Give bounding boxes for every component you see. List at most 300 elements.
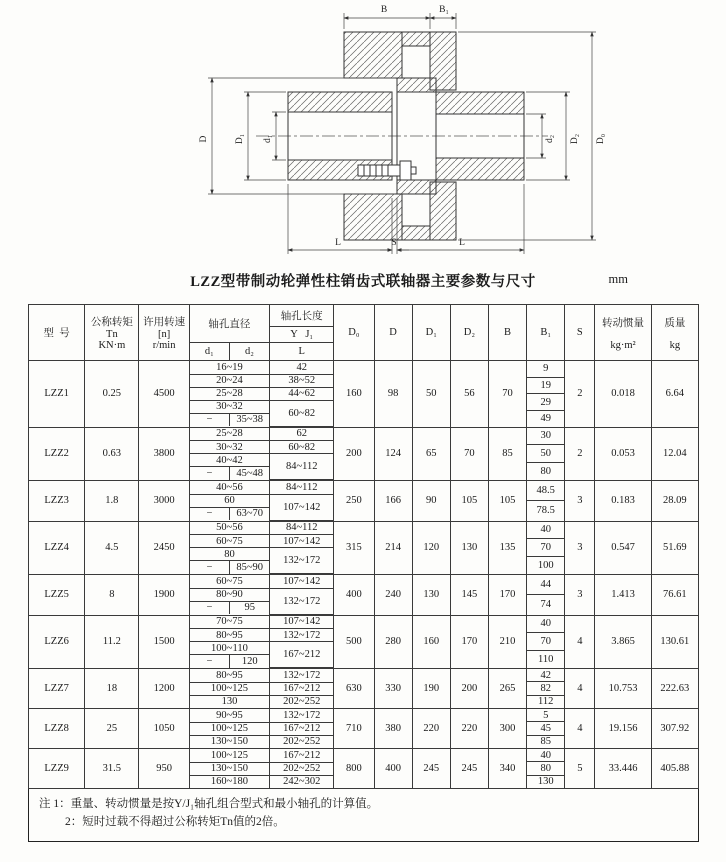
bore-d-cell: 50~56 — [190, 522, 270, 535]
bore-d-cell: 20~24 — [190, 374, 270, 387]
torque-cell: 1.8 — [85, 481, 139, 522]
bore-row — [190, 494, 334, 507]
dim-S-cell: 2 — [565, 361, 595, 428]
unit-label: mm — [608, 272, 628, 286]
header-mass-unit: kg — [669, 339, 681, 351]
header-D: D — [374, 305, 412, 361]
bore-d-cell: 60~75 — [190, 575, 270, 588]
b1-stack — [527, 616, 564, 669]
bore-d-cell: 100~125 — [190, 682, 270, 695]
bore-length-cell: 167~212 — [270, 722, 334, 735]
dim-D0-cell: 500 — [334, 615, 374, 669]
bore-length-cell: 132~172 — [270, 629, 334, 642]
dim-D2-cell: 56 — [450, 361, 488, 428]
model-cell: LZZ5 — [29, 575, 85, 616]
inertia-cell: 0.183 — [595, 481, 651, 522]
dim-D2-cell: 130 — [450, 521, 488, 575]
mass-cell: 76.61 — [651, 575, 698, 616]
dim-S-cell: 2 — [565, 427, 595, 481]
dim-B-cell: 340 — [488, 749, 526, 789]
header-d2: d₂ — [229, 343, 269, 361]
dim-B1-cell — [527, 669, 565, 709]
bore-cell — [189, 749, 334, 789]
header-D1: D₁ — [412, 305, 450, 361]
dim-D1-cell: 50 — [412, 361, 450, 428]
dim-D-cell: 124 — [374, 427, 412, 481]
bore-d-cell: 25~28 — [190, 428, 270, 441]
model-cell: LZZ2 — [29, 427, 85, 481]
table-row-LZZ6 — [29, 615, 699, 669]
header-bore-len: 轴孔长度 — [270, 305, 334, 327]
bore-d-cell: 130~150 — [190, 762, 270, 775]
title-row — [0, 270, 726, 298]
bore-length-cell: 42 — [270, 361, 334, 374]
inertia-cell: 33.446 — [595, 749, 651, 789]
dim-label-B1: B₁ — [439, 5, 449, 15]
bore-d2-cell: 120 — [230, 655, 270, 668]
bore-row — [190, 616, 334, 629]
bore-length-cell: 242~302 — [283, 776, 321, 788]
table-row-LZZ5 — [29, 575, 699, 616]
bore-cell — [189, 709, 334, 749]
bore-cell — [189, 521, 334, 575]
inertia-cell: 0.018 — [595, 361, 651, 428]
bore-d-cell: 40~56 — [190, 481, 270, 494]
dim-D1-cell: 160 — [412, 615, 450, 669]
b1-value: 100 — [527, 556, 564, 574]
bore-row — [190, 387, 334, 400]
notes-block — [28, 789, 699, 842]
b1-stack — [527, 522, 564, 575]
dim-D1-cell: 245 — [412, 749, 450, 789]
dim-D0-cell: 315 — [334, 521, 374, 575]
header-bore-dia: 轴孔直径 — [189, 305, 269, 343]
mass-cell: 51.69 — [651, 521, 698, 575]
header-YJ1: Y J₁ — [270, 327, 334, 343]
bore-d-cell: 30~32 — [190, 400, 270, 413]
speed-cell: 1500 — [139, 615, 189, 669]
dim-B-cell: 265 — [488, 669, 526, 709]
bore-d1-cell: − — [190, 467, 230, 480]
bore-row — [190, 575, 334, 588]
header-inertia — [595, 305, 651, 361]
dim-D1-cell: 220 — [412, 709, 450, 749]
dim-B1-cell — [527, 481, 565, 522]
b1-stack — [527, 709, 564, 748]
bore-length-cell: 44~62 — [270, 387, 334, 400]
dim-D2-cell: 105 — [450, 481, 488, 522]
dim-D-cell: 166 — [374, 481, 412, 522]
bore-cell — [189, 361, 334, 428]
header-B: B — [488, 305, 526, 361]
bore-length-cell: 132~172 — [270, 669, 334, 682]
flange-top — [397, 78, 436, 92]
bore-row — [190, 642, 334, 655]
speed-cell: 1900 — [139, 575, 189, 616]
header-speed-unit: r/min — [152, 340, 176, 351]
header-D0: D₀ — [334, 305, 374, 361]
bore-d-cell: 100~125 — [190, 749, 270, 762]
b1-value: 40 — [540, 524, 551, 536]
dim-B1-cell — [527, 575, 565, 616]
header-model: 型 号 — [29, 305, 85, 361]
dim-D0-cell: 630 — [334, 669, 374, 709]
b1-value: 80 — [527, 761, 564, 774]
dim-label-B: B — [380, 5, 388, 15]
bore-d1-cell: − — [190, 655, 230, 668]
bore-row — [190, 762, 334, 775]
bore-subtable — [190, 616, 334, 669]
inertia-cell: 1.413 — [595, 575, 651, 616]
b1-stack — [527, 669, 564, 708]
header-B1: B₁ — [527, 305, 565, 361]
bore-length-cell: 60~82 — [270, 441, 334, 454]
torque-cell: 11.2 — [85, 615, 139, 669]
dim-B-cell: 135 — [488, 521, 526, 575]
b1-value: 45 — [527, 721, 564, 734]
table-row-LZZ8 — [29, 709, 699, 749]
bore-length-cell: 107~142 — [270, 616, 334, 629]
bore-subtable — [190, 749, 334, 788]
brake-drum-bottom — [344, 194, 402, 240]
dim-D2-cell: 200 — [450, 669, 488, 709]
speed-cell: 4500 — [139, 361, 189, 428]
dim-B1-cell — [527, 749, 565, 789]
note-2: 2：短时过载不得超过公称转矩Tn值的2倍。 — [65, 815, 285, 828]
bore-row — [190, 588, 334, 601]
dim-label-D2: D₂ — [570, 133, 580, 145]
bore-cell — [189, 615, 334, 669]
speed-cell: 3800 — [139, 427, 189, 481]
bore-length-cell: 167~212 — [270, 682, 334, 695]
dim-D0-cell: 710 — [334, 709, 374, 749]
bore-cell — [189, 427, 334, 481]
header-torque — [85, 305, 139, 361]
dim-B1-cell — [527, 361, 565, 428]
bore-d-cell: 130~150 — [190, 735, 270, 748]
bore-d-cell: 100~125 — [190, 722, 270, 735]
bore-length-cell: 60~82 — [270, 400, 334, 426]
table-body — [29, 361, 699, 789]
dim-S-cell: 3 — [565, 575, 595, 616]
model-cell: LZZ9 — [29, 749, 85, 789]
bore-row — [190, 629, 334, 642]
bore-d-cell: 90~95 — [190, 709, 270, 722]
drum-band-top — [402, 32, 430, 46]
coupling-cross-section — [0, 0, 726, 268]
bore-length-cell: 202~252 — [283, 696, 321, 708]
bore-d-cell: 80~95 — [190, 629, 270, 642]
model-cell: LZZ4 — [29, 521, 85, 575]
bore-row — [190, 374, 334, 387]
flange-bottom — [397, 180, 436, 194]
header-L: L — [270, 343, 334, 361]
b1-value: 40 — [540, 618, 551, 630]
bore-row — [190, 535, 334, 548]
bore-length-cell: 107~142 — [270, 494, 334, 520]
header-mass — [651, 305, 698, 361]
mass-cell: 6.64 — [651, 361, 698, 428]
dim-D0-cell: 800 — [334, 749, 374, 789]
dim-label-d2: d₂ — [545, 134, 555, 144]
model-cell: LZZ6 — [29, 615, 85, 669]
table-header — [29, 305, 699, 361]
mass-cell: 28.09 — [651, 481, 698, 522]
bore-row — [190, 775, 334, 788]
bore-row — [190, 481, 334, 494]
bore-length-cell: 84~112 — [270, 522, 334, 535]
speed-cell: 1200 — [139, 669, 189, 709]
header-inertia-cn: 转动惯量 — [602, 317, 645, 329]
mass-cell: 405.88 — [651, 749, 698, 789]
dim-B-cell: 300 — [488, 709, 526, 749]
dim-S-cell: 5 — [565, 749, 595, 789]
mass-cell: 222.63 — [651, 669, 698, 709]
bore-d2-cell: 63~70 — [230, 507, 270, 520]
header-speed-sym: [n] — [157, 329, 171, 340]
table-row-LZZ1 — [29, 361, 699, 428]
dim-label-S: S — [391, 238, 397, 248]
bore-d-cell: 30~32 — [190, 441, 270, 454]
bore-row — [190, 722, 334, 735]
b1-value: 48.5 — [536, 485, 555, 497]
bore-d-cell: 80~90 — [190, 588, 270, 601]
table-row-LZZ7 — [29, 669, 699, 709]
bore-length-cell: 167~212 — [270, 642, 334, 668]
b1-value: 50 — [527, 444, 564, 462]
bore-row — [190, 682, 334, 695]
bore-length-cell: 107~142 — [270, 535, 334, 548]
model-cell: LZZ1 — [29, 361, 85, 428]
dim-label-D1: D₁ — [235, 133, 245, 145]
b1-value: 42 — [540, 669, 551, 681]
b1-value: 70 — [527, 632, 564, 650]
dim-B1-cell — [527, 521, 565, 575]
bore-row — [190, 441, 334, 454]
bore-subtable — [190, 361, 334, 427]
header-inertia-unit: kg·m² — [610, 339, 636, 351]
dim-D-cell: 330 — [374, 669, 412, 709]
b1-value: 40 — [540, 749, 551, 761]
bore-d-cell: 80~95 — [190, 669, 270, 682]
model-cell: LZZ8 — [29, 709, 85, 749]
bore-row — [190, 669, 334, 682]
bore-length-cell: 132~172 — [270, 588, 334, 614]
b1-value: 78.5 — [527, 500, 564, 520]
b1-stack — [527, 361, 564, 427]
dim-D1-cell: 90 — [412, 481, 450, 522]
bore-length-cell: 132~172 — [270, 709, 334, 722]
bore-subtable — [190, 669, 334, 708]
dim-S-cell: 4 — [565, 615, 595, 669]
brake-drum-top — [344, 32, 402, 78]
drum-band-bottom — [402, 226, 430, 240]
b1-value: 70 — [527, 538, 564, 556]
inertia-cell: 19.156 — [595, 709, 651, 749]
inertia-cell: 3.865 — [595, 615, 651, 669]
torque-cell: 25 — [85, 709, 139, 749]
inertia-cell: 0.547 — [595, 521, 651, 575]
b1-value: 85 — [527, 735, 564, 748]
torque-cell: 31.5 — [85, 749, 139, 789]
dim-label-d1: d₁ — [263, 134, 273, 144]
mass-cell: 130.61 — [651, 615, 698, 669]
page-title: LZZ型带制动轮弹性柱销齿式联轴器主要参数与尺寸 — [190, 274, 536, 290]
bore-d-cell: 80 — [190, 548, 270, 561]
dim-D2-cell: 245 — [450, 749, 488, 789]
bore-subtable — [190, 428, 334, 481]
bore-d1-cell: − — [190, 561, 230, 574]
dim-D0-cell: 160 — [334, 361, 374, 428]
header-D2: D₂ — [450, 305, 488, 361]
bore-cell — [189, 481, 334, 522]
dim-D-cell: 380 — [374, 709, 412, 749]
table-row-LZZ4 — [29, 521, 699, 575]
header-d1: d₁ — [189, 343, 229, 361]
bore-length-cell: 202~252 — [283, 736, 321, 748]
b1-value: 82 — [527, 681, 564, 694]
header-S: S — [565, 305, 595, 361]
left-hub-top — [288, 92, 392, 112]
dim-S-cell: 4 — [565, 669, 595, 709]
dim-B1-cell — [527, 615, 565, 669]
torque-cell: 4.5 — [85, 521, 139, 575]
dim-D1-cell: 65 — [412, 427, 450, 481]
b1-stack — [527, 575, 564, 615]
speed-cell: 3000 — [139, 481, 189, 522]
dim-D1-cell: 120 — [412, 521, 450, 575]
table-row-LZZ9 — [29, 749, 699, 789]
b1-value: 130 — [527, 775, 564, 788]
bore-d-cell: 16~19 — [190, 361, 270, 374]
bore-length-cell: 202~252 — [270, 762, 334, 775]
bore-row — [190, 454, 334, 467]
bore-row — [190, 361, 334, 374]
bore-d-cell: 70~75 — [190, 616, 270, 629]
bore-row — [190, 522, 334, 535]
bore-subtable — [190, 709, 334, 748]
b1-value: 112 — [527, 695, 564, 708]
inertia-cell: 0.053 — [595, 427, 651, 481]
bore-length-cell: 167~212 — [270, 749, 334, 762]
bore-row — [190, 548, 334, 561]
right-hub-bottom — [436, 158, 524, 180]
dim-D1-cell: 190 — [412, 669, 450, 709]
bore-row — [190, 695, 334, 708]
torque-cell: 0.25 — [85, 361, 139, 428]
mass-cell: 12.04 — [651, 427, 698, 481]
bore-d1-cell: − — [190, 413, 230, 426]
dim-D0-cell: 200 — [334, 427, 374, 481]
bore-d1-cell: − — [190, 507, 230, 520]
dim-D-cell: 98 — [374, 361, 412, 428]
dim-D-cell: 280 — [374, 615, 412, 669]
bore-row — [190, 709, 334, 722]
torque-cell: 8 — [85, 575, 139, 616]
bore-d-cell: 25~28 — [190, 387, 270, 400]
bore-cell — [189, 575, 334, 616]
dim-B-cell: 170 — [488, 575, 526, 616]
dim-D1-cell: 130 — [412, 575, 450, 616]
dim-B1-cell — [527, 427, 565, 481]
dimension-B-B1 — [344, 5, 456, 29]
header-mass-cn: 质量 — [664, 317, 686, 329]
bore-d-cell: 60 — [190, 494, 270, 507]
header-speed — [139, 305, 189, 361]
b1-value: 30 — [540, 430, 551, 442]
dim-D2-cell: 70 — [450, 427, 488, 481]
bore-row — [190, 735, 334, 748]
b1-value: 29 — [527, 393, 564, 410]
model-cell: LZZ3 — [29, 481, 85, 522]
dim-B-cell: 210 — [488, 615, 526, 669]
dim-label-D: D — [199, 135, 209, 143]
header-torque-sym: Tn — [106, 329, 118, 340]
bore-d-cell: 40~42 — [190, 454, 270, 467]
b1-value: 49 — [527, 410, 564, 427]
b1-value: 74 — [527, 594, 564, 614]
b1-value: 19 — [527, 377, 564, 394]
dim-label-D0: D₀ — [596, 133, 606, 145]
b1-value: 5 — [543, 709, 549, 721]
parameter-table — [28, 304, 699, 789]
b1-value: 44 — [540, 579, 551, 591]
b1-stack — [527, 481, 564, 521]
dim-label-L-right: L — [459, 238, 465, 248]
speed-cell: 2450 — [139, 521, 189, 575]
bore-d-cell: 100~110 — [190, 642, 270, 655]
dim-D0-cell: 250 — [334, 481, 374, 522]
dim-D2-cell: 170 — [450, 615, 488, 669]
bore-row — [190, 749, 334, 762]
bore-row — [190, 428, 334, 441]
table-row-LZZ2 — [29, 427, 699, 481]
header-torque-cn: 公称转矩 — [90, 317, 133, 328]
b1-value: 110 — [527, 650, 564, 668]
bore-d1-cell: − — [190, 601, 230, 614]
bore-length-cell: 132~172 — [270, 548, 334, 574]
bore-d-cell: 160~180 — [190, 775, 270, 788]
dim-D0-cell: 400 — [334, 575, 374, 616]
dim-B1-cell — [527, 709, 565, 749]
bore-row — [190, 400, 334, 413]
inertia-cell: 10.753 — [595, 669, 651, 709]
dim-D-cell: 214 — [374, 521, 412, 575]
right-hub-top — [436, 92, 524, 114]
dim-B-cell: 85 — [488, 427, 526, 481]
bore-d2-cell: 85~90 — [230, 561, 270, 574]
b1-stack — [527, 428, 564, 481]
bore-length-cell: 62 — [270, 428, 334, 441]
dim-S-cell: 4 — [565, 709, 595, 749]
bore-subtable — [190, 522, 334, 575]
torque-cell: 18 — [85, 669, 139, 709]
bore-length-cell: 107~142 — [270, 575, 334, 588]
dim-S-cell: 3 — [565, 521, 595, 575]
dim-label-L-left: L — [335, 238, 341, 248]
bore-length-cell: 84~112 — [270, 454, 334, 480]
bore-subtable — [190, 481, 334, 521]
dim-D-cell: 240 — [374, 575, 412, 616]
dim-B-cell: 105 — [488, 481, 526, 522]
coupling-drawing — [0, 0, 726, 268]
dim-S-cell: 3 — [565, 481, 595, 522]
b1-stack — [527, 749, 564, 788]
dim-D2-cell: 220 — [450, 709, 488, 749]
speed-cell: 1050 — [139, 709, 189, 749]
dim-B-cell: 70 — [488, 361, 526, 428]
b1-value: 9 — [543, 363, 549, 375]
